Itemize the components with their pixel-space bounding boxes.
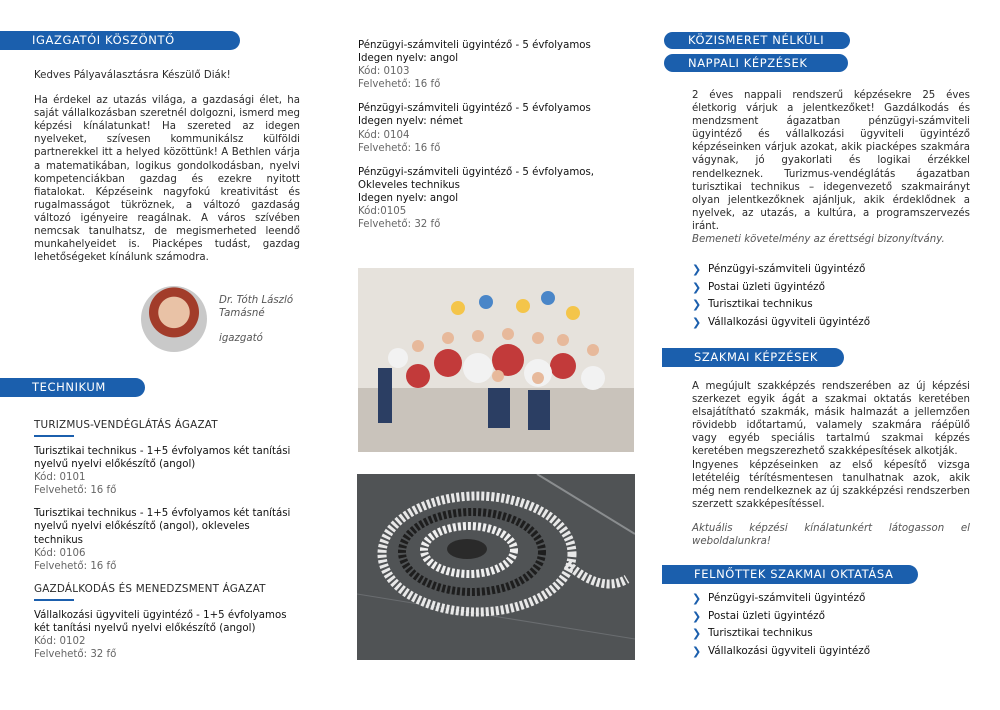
column-left (0, 0, 330, 710)
day-courses-paragraph: 2 éves nappali rendszerű képzésekre 25 éves életkorig várjuk a jelentkezőket! Gazdálkodás és mendzsment ágazatban pénzügyi-számviteli ügyintéző és vállalkozási ügyviteli ügyintéző képzéseinken várjuk azokat, akik piacképes szakmára vágynak, jó gyakorlati és logikai érzékkel rendelkeznek. Turizmus-vendéglátás ágazatban turisztikai technikus – idegenvezető szakmairányt olyan jelentkezőknek ajánljuk, akik érdeklődnek a nyelvek, az utazás, a kultúra, a programszervezés iránt. (692, 90, 970, 232)
program-capacity: Felvehető: 32 fő (358, 219, 441, 231)
chevron-right-icon: ❯ (692, 644, 702, 658)
list-item (34, 507, 300, 572)
course-label: Postai üzleti ügyintéző (708, 280, 825, 293)
welcome-text (34, 69, 300, 276)
program-code: Kód:0105 (358, 206, 407, 218)
day-courses-text (692, 89, 970, 246)
section-header-day-courses: NAPPALI KÉPZÉSEK (664, 54, 848, 72)
signer-title: igazgató (219, 333, 263, 344)
course-label: Turisztikai technikus (708, 627, 813, 639)
program-title: Vállalkozási ügyviteli ügyintéző - 1+5 évfolyamos két tanítási nyelvű nyelvi előkészítő (angol) (34, 609, 287, 634)
course-label: Vállalkozási ügyviteli ügyintéző (708, 644, 871, 657)
list-item (692, 625, 952, 643)
program-title: Turisztikai technikus - 1+5 évfolyamos két tanítási nyelvű nyelvi előkészítő (angol), okleveles technikus (34, 508, 291, 546)
vocational-paragraph-2: Ingyenes képzéseinken az első képesítő vizsga letételéig térítésmentesen tanulhatnak azok, akik még nem rendelkeznek az új szakképzési rendszerben szerzett szakképesítéssel. (692, 459, 970, 510)
list-item (358, 39, 628, 91)
section-header-no-general: KÖZISMERET NÉLKÜLI (664, 32, 850, 49)
vocational-paragraph-1: A megújult szakképzés rendszerében az új képzési szerkezet egyik ágát a szakmai oktatás keretében elsajátítható szakmák, másik halmazát a jellemzően rövidebb időtartamú, valamely szakmára ráépülő vagy egyéb speciális tartalmú szakmai képzés keretében megszerezhető szakképesítések alkotják. (692, 381, 970, 458)
divider (34, 435, 74, 437)
list-item (692, 279, 952, 297)
program-code: Kód: 0103 (358, 66, 410, 78)
course-label: Turisztikai technikus (708, 298, 813, 310)
program-capacity: Felvehető: 16 fő (34, 560, 117, 572)
list-item (692, 314, 952, 332)
column-right (660, 0, 1000, 710)
list-item (34, 609, 300, 661)
adult-courses-list (692, 590, 952, 660)
course-label: Pénzügyi-számviteli ügyintéző (708, 263, 866, 275)
list-item (358, 102, 628, 154)
program-capacity: Felvehető: 16 fő (34, 485, 117, 497)
aerial-photo-students-spiral (357, 474, 635, 660)
chevron-right-icon: ❯ (692, 592, 702, 605)
program-capacity: Felvehető: 32 fő (34, 649, 117, 661)
chevron-right-icon: ❯ (692, 263, 702, 276)
intro-paragraph: Ha érdekel az utazás világa, a gazdasági élet, ha saját vállalkozásban szeretnél dolgozni, ismerd meg képzési kínálatunkat! Ha szereted az idegen nyelveket, szívesen kommunikálsz külföldi partnerekkel itt a helyed közöttünk! A Bethlen várja a matematikában, logikus gondolkodásban, nyelvi kompetenciákban gazdag és ezekre nyitott fiatalokat. Képzéseink nagyfokú kreativitást és rugalmasságot tükröznek, a változó gazdaság változó igényeire reagálnak. A város szívében nemcsak tanulhatsz, de megismerheted leendő munkahelyeidet is. Piacképes tudást, gazdag lehetőségeket kínálunk számodra. (34, 95, 300, 264)
program-code: Kód: 0102 (34, 636, 86, 648)
list-item (692, 608, 952, 626)
program-language: Idegen nyelv: angol (358, 192, 459, 204)
list-item (692, 261, 952, 279)
technikum-header: TECHNIKUM (0, 378, 145, 397)
program-code: Kód: 0106 (34, 547, 86, 559)
course-label: Postai üzleti ügyintéző (708, 609, 825, 622)
chevron-right-icon: ❯ (692, 315, 702, 329)
divider (34, 599, 74, 601)
list-item (692, 590, 952, 608)
entry-requirement-note: Bemeneti követelmény az érettségi bizonyítvány. (692, 234, 945, 246)
program-language: Idegen nyelv: angol (358, 53, 459, 65)
list-item (692, 643, 952, 661)
program-title: Pénzügyi-számviteli ügyintéző - 5 évfolyamos, Okleveles technikus (358, 166, 595, 191)
list-item (692, 296, 952, 314)
chevron-right-icon: ❯ (692, 627, 702, 640)
program-language: Idegen nyelv: német (358, 116, 463, 128)
program-title: Turisztikai technikus - 1+5 évfolyamos két tanítási nyelvű nyelvi előkészítő (angol) (34, 446, 291, 471)
course-label: Vállalkozási ügyviteli ügyintéző (708, 315, 871, 328)
group2-title: GAZDÁLKODÁS ÉS MENEDZSMENT ÁGAZAT (34, 582, 266, 595)
chevron-right-icon: ❯ (692, 298, 702, 311)
program-capacity: Felvehető: 16 fő (358, 79, 441, 91)
signer-name: Dr. Tóth László Tamásné (219, 295, 294, 320)
program-title: Pénzügyi-számviteli ügyintéző - 5 évfolyamos (358, 40, 591, 51)
avatar (141, 286, 207, 352)
program-capacity: Felvehető: 16 fő (358, 142, 441, 154)
section-header-vocational: SZAKMAI KÉPZÉSEK (662, 348, 844, 367)
list-item (358, 166, 628, 231)
section-header-adult: FELNŐTTEK SZAKMAI OKTATÁSA (662, 565, 918, 584)
greeting: Kedves Pályaválasztásra Készülő Diák! (34, 70, 231, 81)
list-item (34, 445, 300, 497)
program-title: Pénzügyi-számviteli ügyintéző - 5 évfolyamos (358, 103, 591, 115)
vocational-text (692, 380, 970, 548)
group-photo-students (358, 268, 634, 452)
group1-title: TURIZMUS-VENDÉGLÁTÁS ÁGAZAT (34, 419, 218, 431)
chevron-right-icon: ❯ (692, 280, 702, 294)
finance-programs (358, 39, 628, 241)
program-code: Kód: 0104 (358, 129, 410, 141)
course-label: Pénzügyi-számviteli ügyintéző (708, 592, 866, 604)
website-note: Aktuális képzési kínálatunkért látogasson el weboldalunkra! (692, 522, 970, 548)
welcome-header: IGAZGATÓI KÖSZÖNTŐ (0, 31, 240, 50)
day-courses-list (692, 261, 952, 331)
program-code: Kód: 0101 (34, 472, 86, 484)
technikum-programs (34, 419, 300, 671)
chevron-right-icon: ❯ (692, 609, 702, 623)
